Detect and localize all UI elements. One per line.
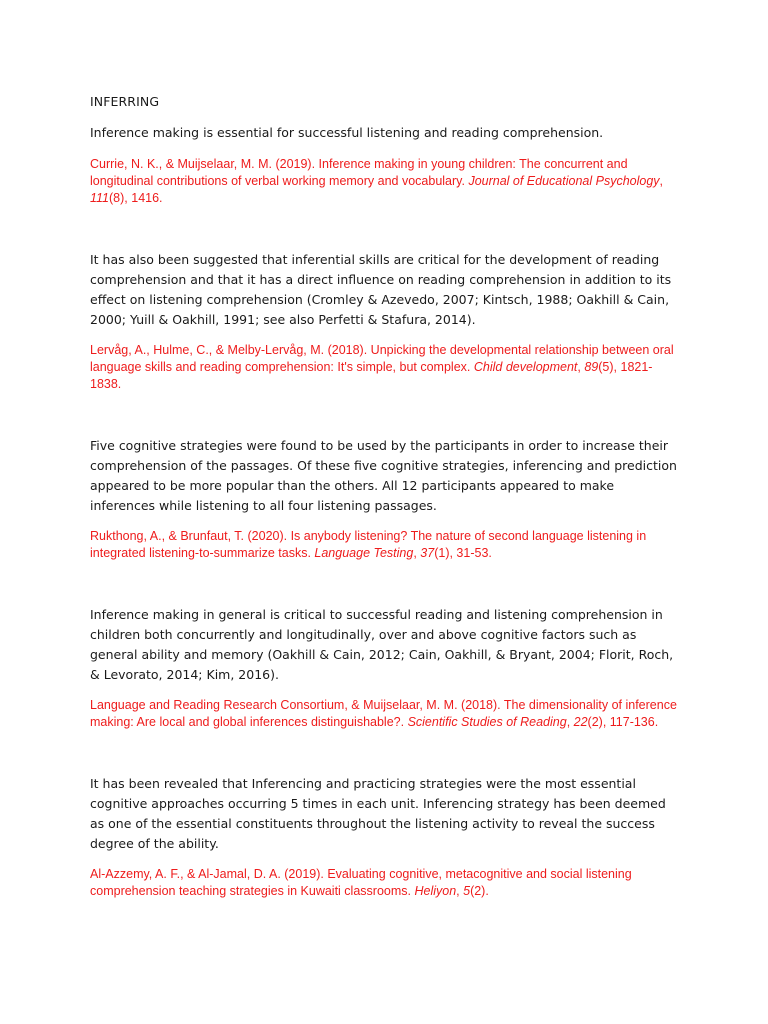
reference-issue-pages: (8), 1416. bbox=[109, 191, 163, 205]
reference bbox=[90, 528, 680, 562]
reference bbox=[90, 342, 680, 393]
reference-issue-pages: (1), 31-53. bbox=[434, 546, 492, 560]
body-paragraph: Inference making is essential for successful listening and reading comprehension. bbox=[90, 125, 604, 140]
reference-authors-title: Al-Azzemy, A. F., & Al-Jamal, D. A. (2019). Evaluating cognitive, metacognitive and social listening comprehension teaching strategies in Kuwaiti classrooms. bbox=[90, 867, 632, 898]
reference-separator: , bbox=[659, 174, 664, 188]
body-paragraph: Inference making in general is critical to successful reading and listening comprehension in children both concurrently and longitudinally, over and above cognitive factors such as general ability and memory (Oakhill & Cain, 2012; Cain, Oakhill, & Bryant, 2004; Florit, Roch, & Levorato, 2014; Kim, 2016). bbox=[90, 607, 674, 682]
body-paragraph: It has been revealed that Inferencing and practicing strategies were the most essential cognitive approaches occurring 5 times in each unit. Inferencing strategy has been deemed as one of the essential constituents throughout the listening activity to reveal the success degree of the ability. bbox=[90, 776, 666, 851]
reference-issue-pages: (2). bbox=[470, 884, 489, 898]
reference-issue-pages: (2), 117-136. bbox=[587, 715, 659, 729]
reference bbox=[90, 866, 680, 900]
section-heading: INFERRING bbox=[90, 94, 160, 109]
reference-separator: , bbox=[456, 884, 464, 898]
body-paragraph: It has also been suggested that inferential skills are critical for the development of reading comprehension and that it has a direct influence on reading comprehension in addition to its effect on listening comprehension (Cromley & Azevedo, 2007; Kintsch, 1988; Oakhill & Cain, 2000; Yuill & Oakhill, 1991; see also Perfetti & Stafura, 2014). bbox=[90, 252, 672, 327]
body-paragraph: Five cognitive strategies were found to be used by the participants in order to increase their comprehension of the passages. Of these five cognitive strategies, inferencing and prediction appeared to be more popular than the others. All 12 participants appeared to make inferences while listening to all four listening passages. bbox=[90, 438, 677, 513]
reference-journal: Scientific Studies of Reading bbox=[407, 715, 567, 729]
reference-authors-title: Lervåg, A., Hulme, C., & Melby‐Lervåg, M. (2018). Unpicking the developmental relationship between oral language skills and reading comprehension: It's simple, but complex. bbox=[90, 343, 674, 374]
reference-volume: 111 bbox=[90, 191, 110, 205]
reference-separator: , bbox=[413, 546, 421, 560]
citation-block bbox=[90, 774, 680, 900]
reference-volume: 22 bbox=[573, 715, 588, 729]
reference-authors-title: Language and Reading Research Consortium, & Muijselaar, M. M. (2018). The dimensionality of inference making: Are local and global inferences distinguishable?. bbox=[90, 698, 677, 729]
reference-separator: , bbox=[566, 715, 574, 729]
citation-block bbox=[90, 436, 680, 562]
citation-block bbox=[90, 250, 680, 393]
reference-authors-title: Currie, N. K., & Muijselaar, M. M. (2019). Inference making in young children: The concurrent and longitudinal contributions of verbal working memory and vocabulary. bbox=[90, 157, 628, 188]
reference-separator: , bbox=[577, 360, 585, 374]
reference-issue-pages: (5), 1821-1838. bbox=[90, 360, 653, 391]
reference bbox=[90, 156, 680, 207]
reference-volume: 5 bbox=[463, 884, 471, 898]
reference-volume: 89 bbox=[584, 360, 599, 374]
reference-volume: 37 bbox=[420, 546, 435, 560]
reference bbox=[90, 697, 680, 731]
reference-journal: Heliyon bbox=[414, 884, 457, 898]
document-content bbox=[90, 93, 680, 900]
reference-authors-title: Rukthong, A., & Brunfaut, T. (2020). Is anybody listening? The nature of second language listening in integrated listening-to-summarize tasks. bbox=[90, 529, 647, 560]
reference-journal: Child development bbox=[473, 360, 578, 374]
reference-journal: Journal of Educational Psychology bbox=[468, 174, 660, 188]
citation-block bbox=[90, 123, 680, 207]
citation-block bbox=[90, 605, 680, 731]
reference-journal: Language Testing bbox=[314, 546, 414, 560]
